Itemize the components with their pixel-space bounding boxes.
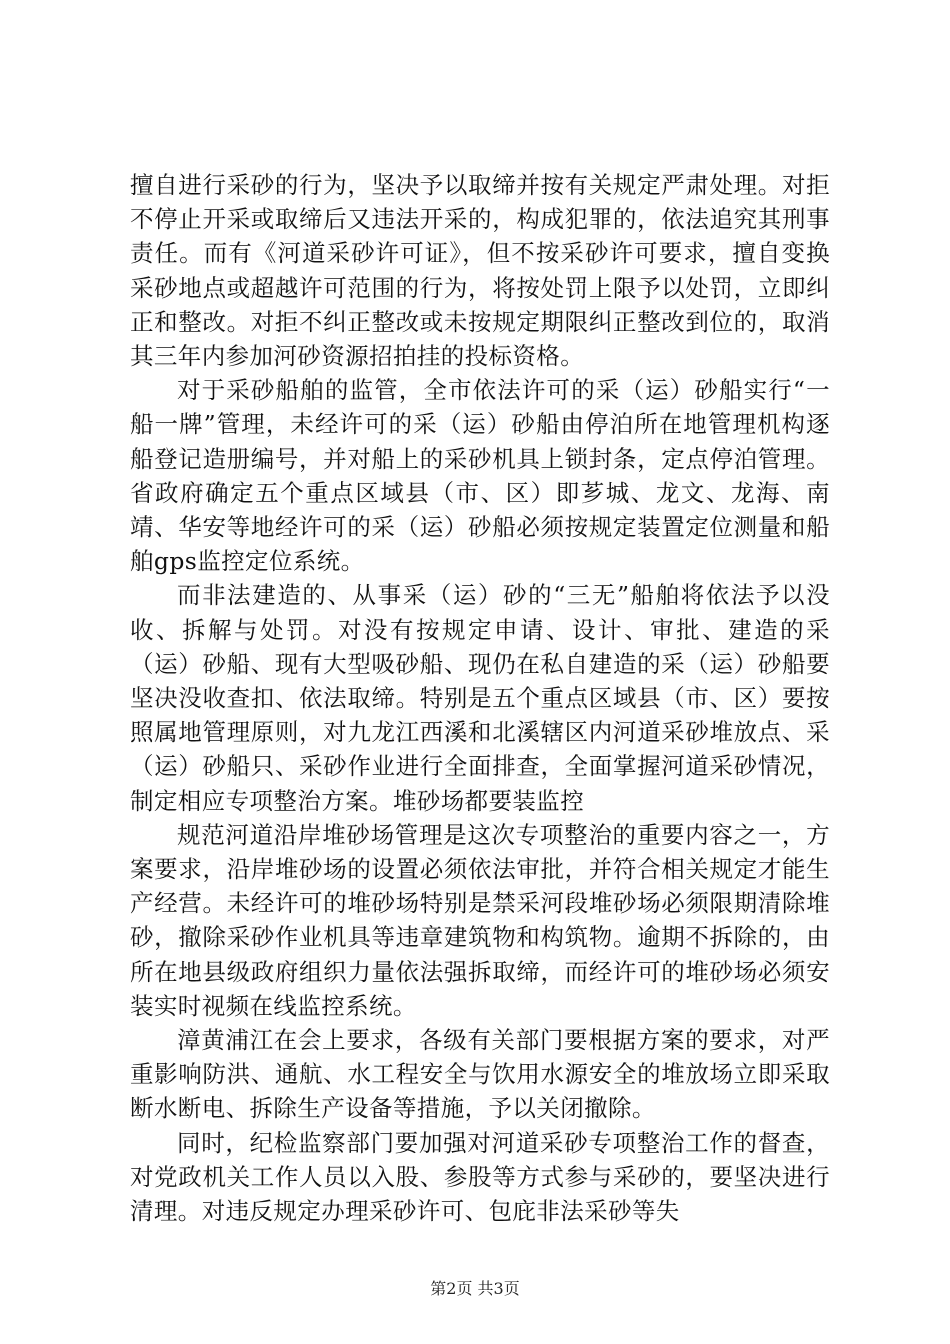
page-number-label: 第2页 共3页	[430, 1279, 520, 1298]
page-footer	[0, 1279, 950, 1299]
paragraph-2: 对于采砂船舶的监管，全市依法许可的采（运）砂船实行“一船一牌”管理，未经许可的采（运）砂船由停泊所在地管理机构逐船登记造册编号，并对船上的采砂机具上锁封条，定点停泊管理。省政府确定五个重点区域县（市、区）即芗城、龙文、龙海、南靖、华安等地经许可的采（运）砂船必须按规定装置定位测量和船舶gps监控定位系统。	[130, 376, 830, 576]
paragraph-1: 擅自进行采砂的行为，坚决予以取缔并按有关规定严肃处理。对拒不停止开采或取缔后又违法开采的，构成犯罪的，依法追究其刑事责任。而有《河道采砂许可证》，但不按采砂许可要求，擅自变换采砂地点或超越许可范围的行为，将按处罚上限予以处罚，立即纠正和整改。对拒不纠正整改或未按规定期限纠正整改到位的，取消其三年内参加河砂资源招拍挂的投标资格。	[130, 171, 830, 371]
document-body	[130, 168, 830, 1228]
paragraph-6: 同时，纪检监察部门要加强对河道采砂专项整治工作的督查，对党政机关工作人员以入股、参股等方式参与采砂的，要坚决进行清理。对违反规定办理采砂许可、包庇非法采砂等失	[130, 1128, 830, 1226]
paragraph-4: 规范河道沿岸堆砂场管理是这次专项整治的重要内容之一，方案要求，沿岸堆砂场的设置必须依法审批，并符合相关规定才能生产经营。未经许可的堆砂场特别是禁采河段堆砂场必须限期清除堆砂，撤除采砂作业机具等违章建筑物和构筑物。逾期不拆除的，由所在地县级政府组织力量依法强拆取缔，而经许可的堆砂场必须安装实时视频在线监控系统。	[130, 820, 830, 1020]
paragraph-5: 漳黄浦江在会上要求，各级有关部门要根据方案的要求，对严重影响防洪、通航、水工程安全与饮用水源安全的堆放场立即采取断水断电、拆除生产设备等措施，予以关闭撤除。	[130, 1026, 830, 1123]
paragraph-3: 而非法建造的、从事采（运）砂的“三无”船舶将依法予以没收、拆解与处罚。对没有按规定申请、设计、审批、建造的采（运）砂船、现有大型吸砂船、现仍在私自建造的采（运）砂船要坚决没收查扣、依法取缔。特别是五个重点区域县（市、区）要按照属地管理原则，对九龙江西溪和北溪辖区内河道采砂堆放点、采（运）砂船只、采砂作业进行全面排查，全面掌握河道采砂情况，制定相应专项整治方案。堆砂场都要装监控	[130, 581, 830, 815]
